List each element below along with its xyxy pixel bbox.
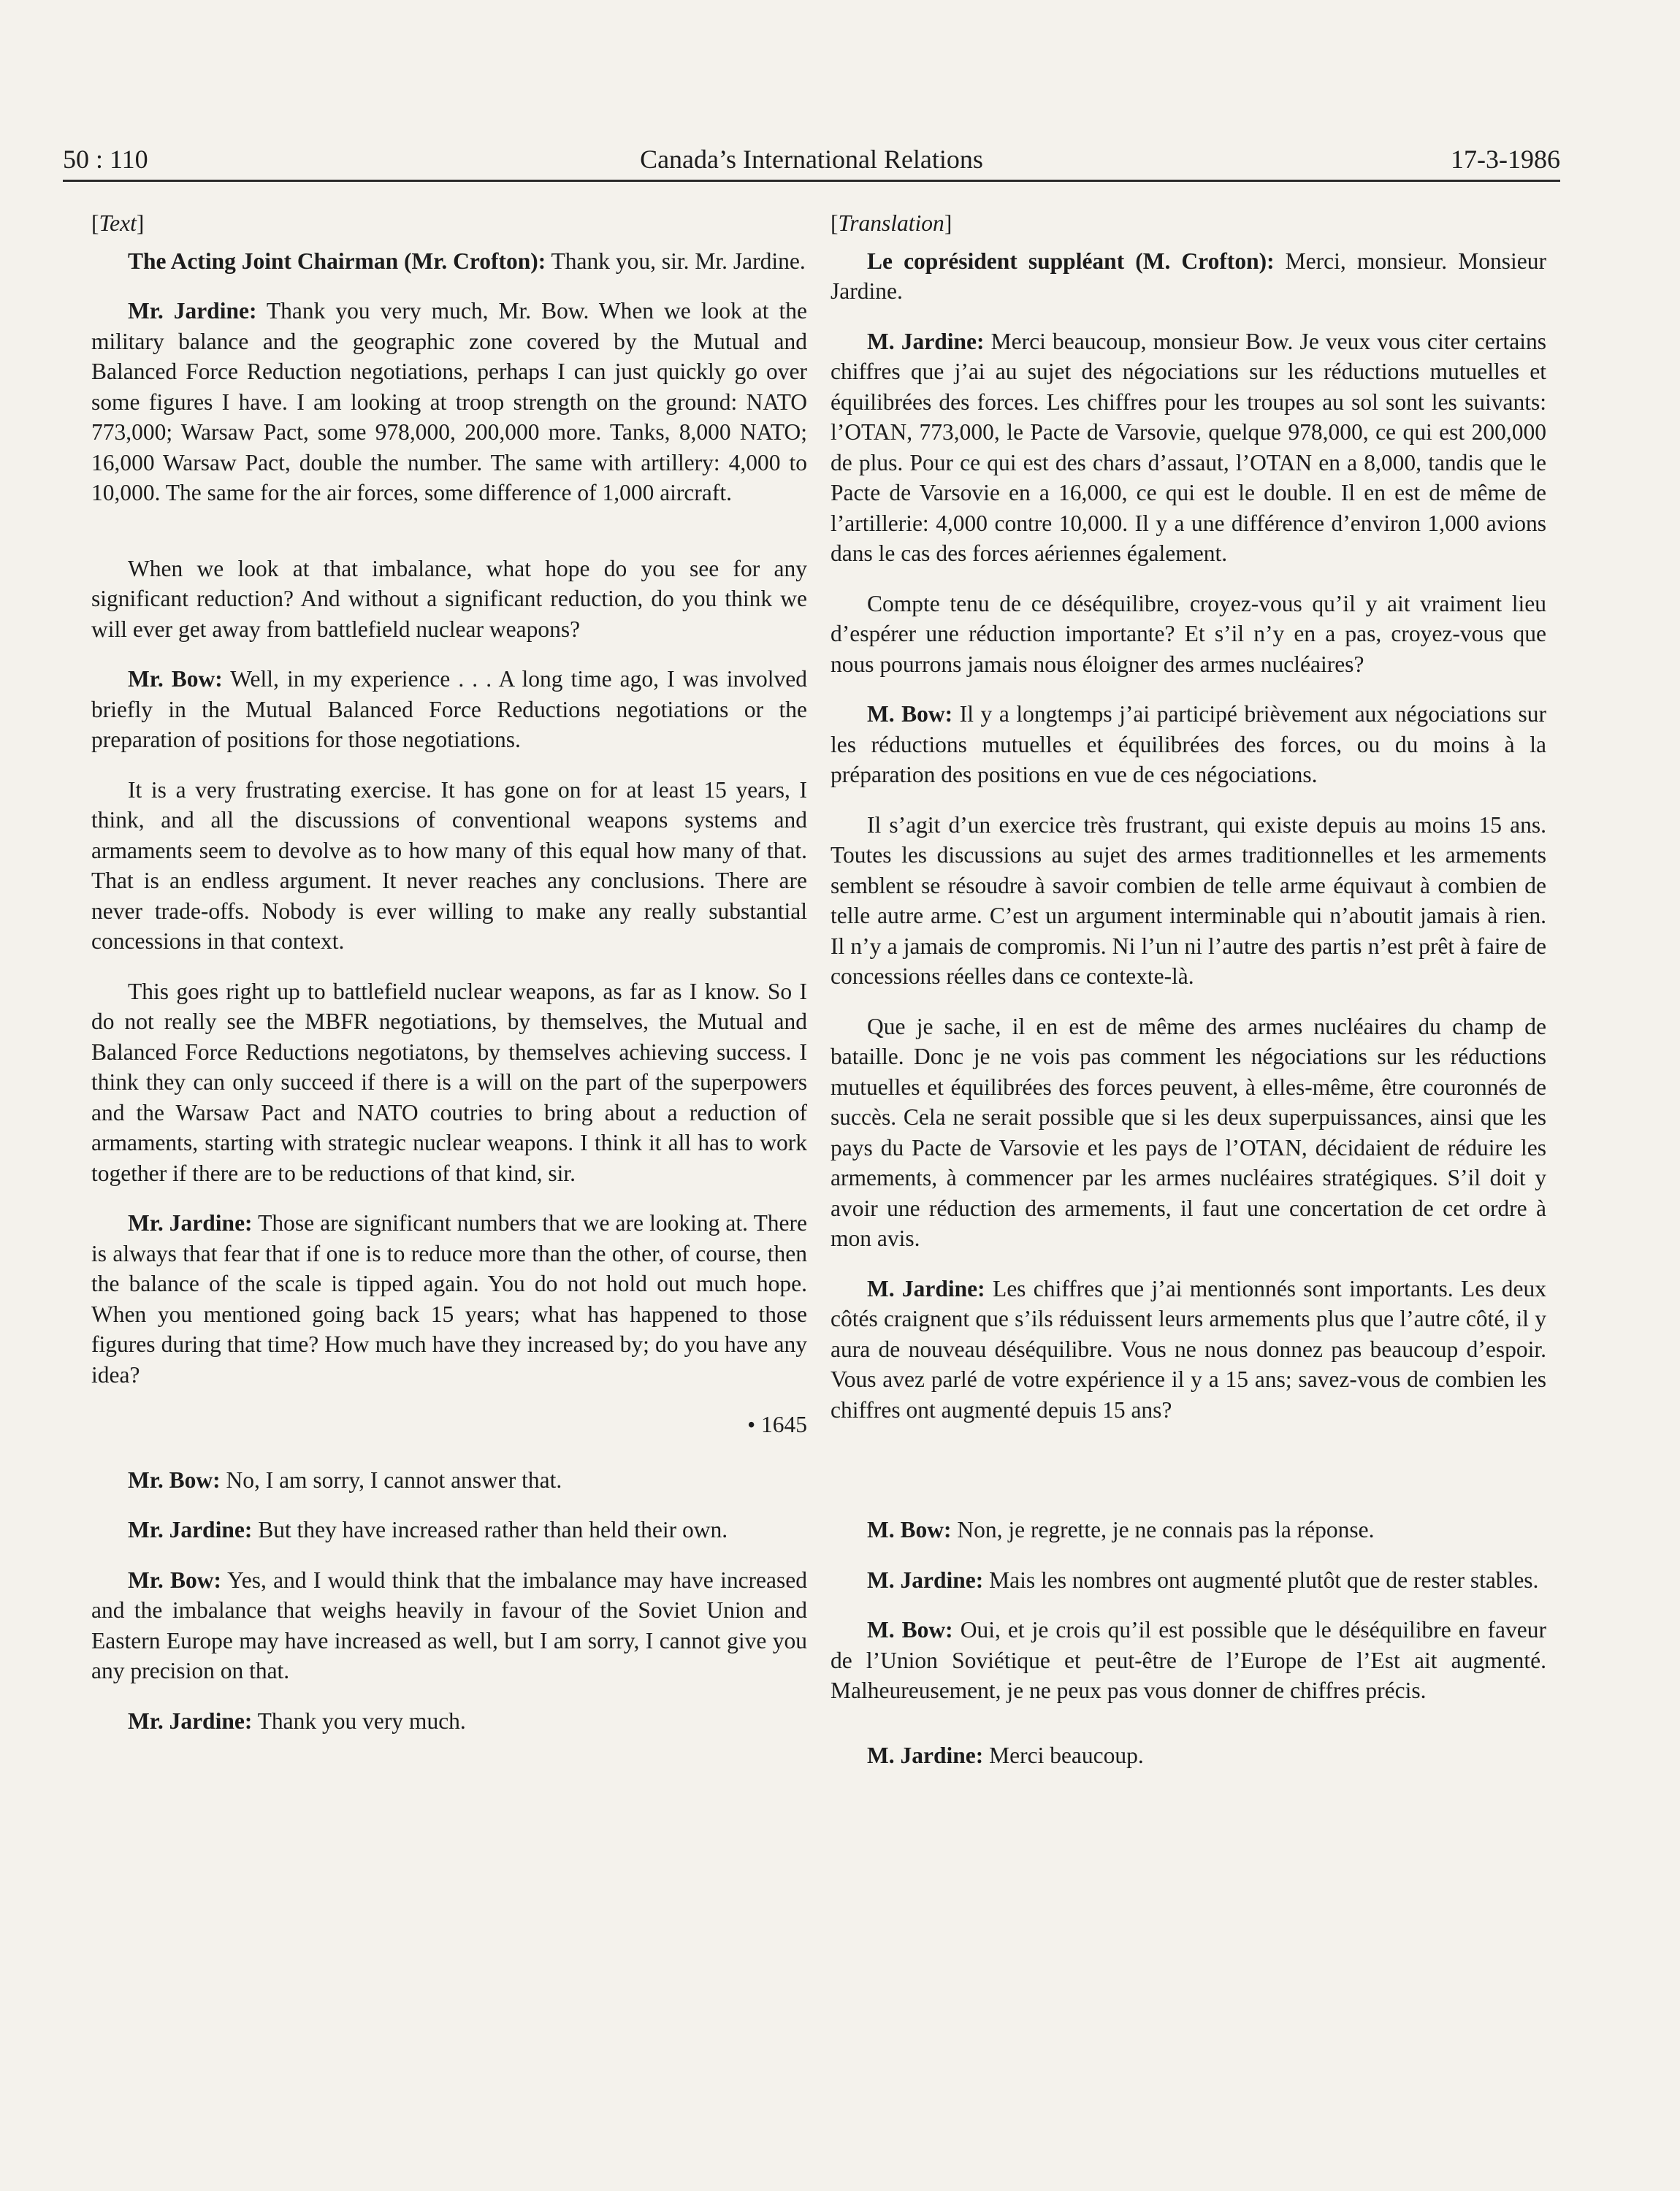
english-column bbox=[91, 208, 807, 1756]
paragraph: Mr. Bow: No, I am sorry, I cannot answer that. bbox=[128, 1467, 562, 1493]
page-header bbox=[63, 139, 1560, 180]
sitting-date: 17-3-1986 bbox=[1451, 145, 1560, 174]
paragraph: Mr. Jardine: Those are significant numbers that we are looking at. There is always that fear that if one is to reduce more than the other, of course, then the balance of the scale is tipped again. You do not hold out much hope. When you mentioned going back 15 years; what has happened to those figures during that time? How much have they increased by; do you have any idea? bbox=[91, 1210, 808, 1388]
speaker: Mr. Jardine: bbox=[128, 1708, 253, 1734]
speaker: M. Jardine: bbox=[867, 1742, 984, 1768]
french-column bbox=[831, 208, 1546, 1790]
paragraph: Compte tenu de ce déséquilibre, croyez-vous qu’il y ait vraiment lieu d’espérer une réduction importante? Et s’il n’y en a pas, croyez-vous que nous pourrons jamais nous éloigner des armes nucléaires? bbox=[831, 590, 1546, 677]
paragraph: M. Jardine: Merci beaucoup, monsieur Bow. Je veux vous citer certains chiffres que j’ai au sujet des négociations sur les réductions mutuelles et équilibrées des forces. Les chiffres pour les troupes au sol sont les suivants: l’OTAN, 773,000, le Pacte de Varsovie, quelque 978,000, ce qui est 200,000 de plus. Pour ce qui est des chars d’assaut, l’OTAN en a 8,000, tandis que le Pacte de Varsovie en a 16,000, ce qui est le double. Il en est de même de l’artillerie: 4,000 contre 10,000. Il y a une différence d’environ 1,000 avions dans le cas des forces aériennes également. bbox=[831, 328, 1546, 566]
paragraph: It is a very frustrating exercise. It has gone on for at least 15 years, I think, and all the discussions of conventional weapons systems and armaments seem to devolve as to how many of this equal how many of that. That is an endless argument. It never reaches any conclusions. There are never trade-offs. Nobody is ever willing to make any really substantial concessions in that context. bbox=[91, 776, 807, 954]
time-marker: • 1645 bbox=[747, 1412, 807, 1437]
speaker: Mr. Jardine: bbox=[128, 298, 257, 324]
speaker: Mr. Bow: bbox=[128, 1567, 221, 1593]
paragraph: Le coprésident suppléant (M. Crofton): Merci, monsieur. Monsieur Jardine. bbox=[831, 248, 1547, 304]
column-label: [Text] bbox=[91, 210, 145, 236]
paragraph: Il s’agit d’un exercice très frustrant, qui existe depuis au moins 15 ans. Toutes les discussions au sujet des armes traditionnelles et les armements semblent se résoudre à savoir combien de telle arme équivaut à combien de telle autre arme. C’est un argument interminable qui n’aboutit jamais à rien. Il n’y a jamais de compromis. Ni l’un ni l’autre des partis n’est prêt à faire de concessions réelles dans ce contexte-là. bbox=[831, 811, 1546, 989]
paragraph: Mr. Jardine: But they have increased rather than held their own. bbox=[128, 1517, 728, 1542]
paragraph: M. Bow: Il y a longtemps j’ai participé brièvement aux négociations sur les réductions mutuelles et équilibrées des forces, ou du moins à la préparation des positions en vue de ces négociations. bbox=[831, 701, 1546, 787]
column-label: [Translation] bbox=[831, 210, 952, 236]
paragraph: M. Jardine: Merci beaucoup. bbox=[867, 1742, 1144, 1768]
speaker: M. Jardine: bbox=[867, 1567, 984, 1593]
paragraph: The Acting Joint Chairman (Mr. Crofton): Thank you, sir. Mr. Jardine. bbox=[128, 248, 806, 274]
paragraph: Mr. Jardine: Thank you very much. bbox=[128, 1708, 466, 1734]
speaker: M. Bow: bbox=[867, 1517, 952, 1542]
paragraph: M. Jardine: Les chiffres que j’ai mentionnés sont importants. Les deux côtés craignent que s’ils réduissent leurs armements plus que l’autre côté, il y aura de nouveau déséquilibre. Vous ne nous donnez pas beaucoup d’espoir. Vous avez parlé de votre expérience il y a 15 ans; savez-vous de combien les chiffres ont augmenté depuis 15 ans? bbox=[831, 1275, 1546, 1423]
speaker: Mr. Jardine: bbox=[128, 1210, 253, 1236]
page-number: 50 : 110 bbox=[63, 145, 148, 174]
speaker: Mr. Bow: bbox=[128, 666, 223, 692]
speaker: Le coprésident suppléant (M. Crofton): bbox=[867, 248, 1275, 274]
header-rule bbox=[63, 180, 1560, 182]
paragraph: Mr. Jardine: Thank you very much, Mr. Bow. When we look at the military balance and the geographic zone covered by the Mutual and Balanced Force Reduction negotiations, perhaps I can just quickly go over some figures I have. I am looking at troop strength on the ground: NATO 773,000; Warsaw Pact, some 978,000, 200,000 more. Tanks, 8,000 NATO; 16,000 Warsaw Pact, double the number. The same with artillery: 4,000 to 10,000. The same for the air forces, some difference of 1,000 aircraft. bbox=[91, 298, 808, 505]
speaker: M. Bow: bbox=[867, 1617, 953, 1643]
speaker: M. Bow: bbox=[867, 701, 953, 727]
paragraph: M. Jardine: Mais les nombres ont augmenté plutôt que de rester stables. bbox=[867, 1567, 1539, 1593]
paragraph: When we look at that imbalance, what hope do you see for any significant reduction? And without a significant reduction, do you think we will ever get away from battlefield nuclear weapons? bbox=[91, 555, 807, 642]
speaker: Mr. Bow: bbox=[128, 1467, 221, 1493]
speaker: M. Jardine: bbox=[867, 1275, 985, 1301]
paragraph: M. Bow: Non, je regrette, je ne connais pas la réponse. bbox=[867, 1517, 1375, 1542]
paragraph: This goes right up to battlefield nuclear weapons, as far as I know. So I do not really see the MBFR negotiations, by themselves, the Mutual and Balanced Force Reductions negotiatons, by themselves achieving success. I think they can only succeed if there is a will on the part of the superpowers and the Warsaw Pact and NATO coutries to bring about a reduction of armaments, starting with strategic nuclear weapons. I think it all has to work together if there are to be reductions of that kind, sir. bbox=[91, 978, 807, 1186]
speaker: Mr. Jardine: bbox=[128, 1517, 253, 1542]
speaker: M. Jardine: bbox=[867, 328, 985, 354]
paragraph: Mr. Bow: Well, in my experience . . . A long time ago, I was involved briefly in the Mutual Balanced Force Reductions negotiations or the preparation of positions for those negotiations. bbox=[91, 666, 807, 752]
paragraph: M. Bow: Oui, et je crois qu’il est possible que le déséquilibre en faveur de l’Union Soviétique et peut-être de l’Europe de l’Est ait augmenté. Malheureusement, je ne peux pas vous donner de chiffres précis. bbox=[831, 1617, 1546, 1703]
paragraph: Mr. Bow: Yes, and I would think that the imbalance may have increased and the imbalance that weighs heavily in favour of the Soviet Union and Eastern Europe may have increased as well, but I am sorry, I cannot give you any precision on that. bbox=[91, 1567, 807, 1683]
speaker: The Acting Joint Chairman (Mr. Crofton): bbox=[128, 248, 546, 274]
running-title: Canada’s International Relations bbox=[640, 145, 983, 174]
paragraph: Que je sache, il en est de même des armes nucléaires du champ de bataille. Donc je ne vois pas comment les négociations sur les réductions mutuelles et équilibrées des forces peuvent, à elles-même, être couronnés de succès. Cela ne serait possible que si les deux superpuissances, ainsi que les pays du Pacte de Varsovie et les pays de l’OTAN, décidaient de réduire les armements, à commencer par les armes nucléaires stratégiques. S’il doit y avoir une réduction des armements, il faut une concertation de cet ordre à mon avis. bbox=[831, 1013, 1546, 1251]
